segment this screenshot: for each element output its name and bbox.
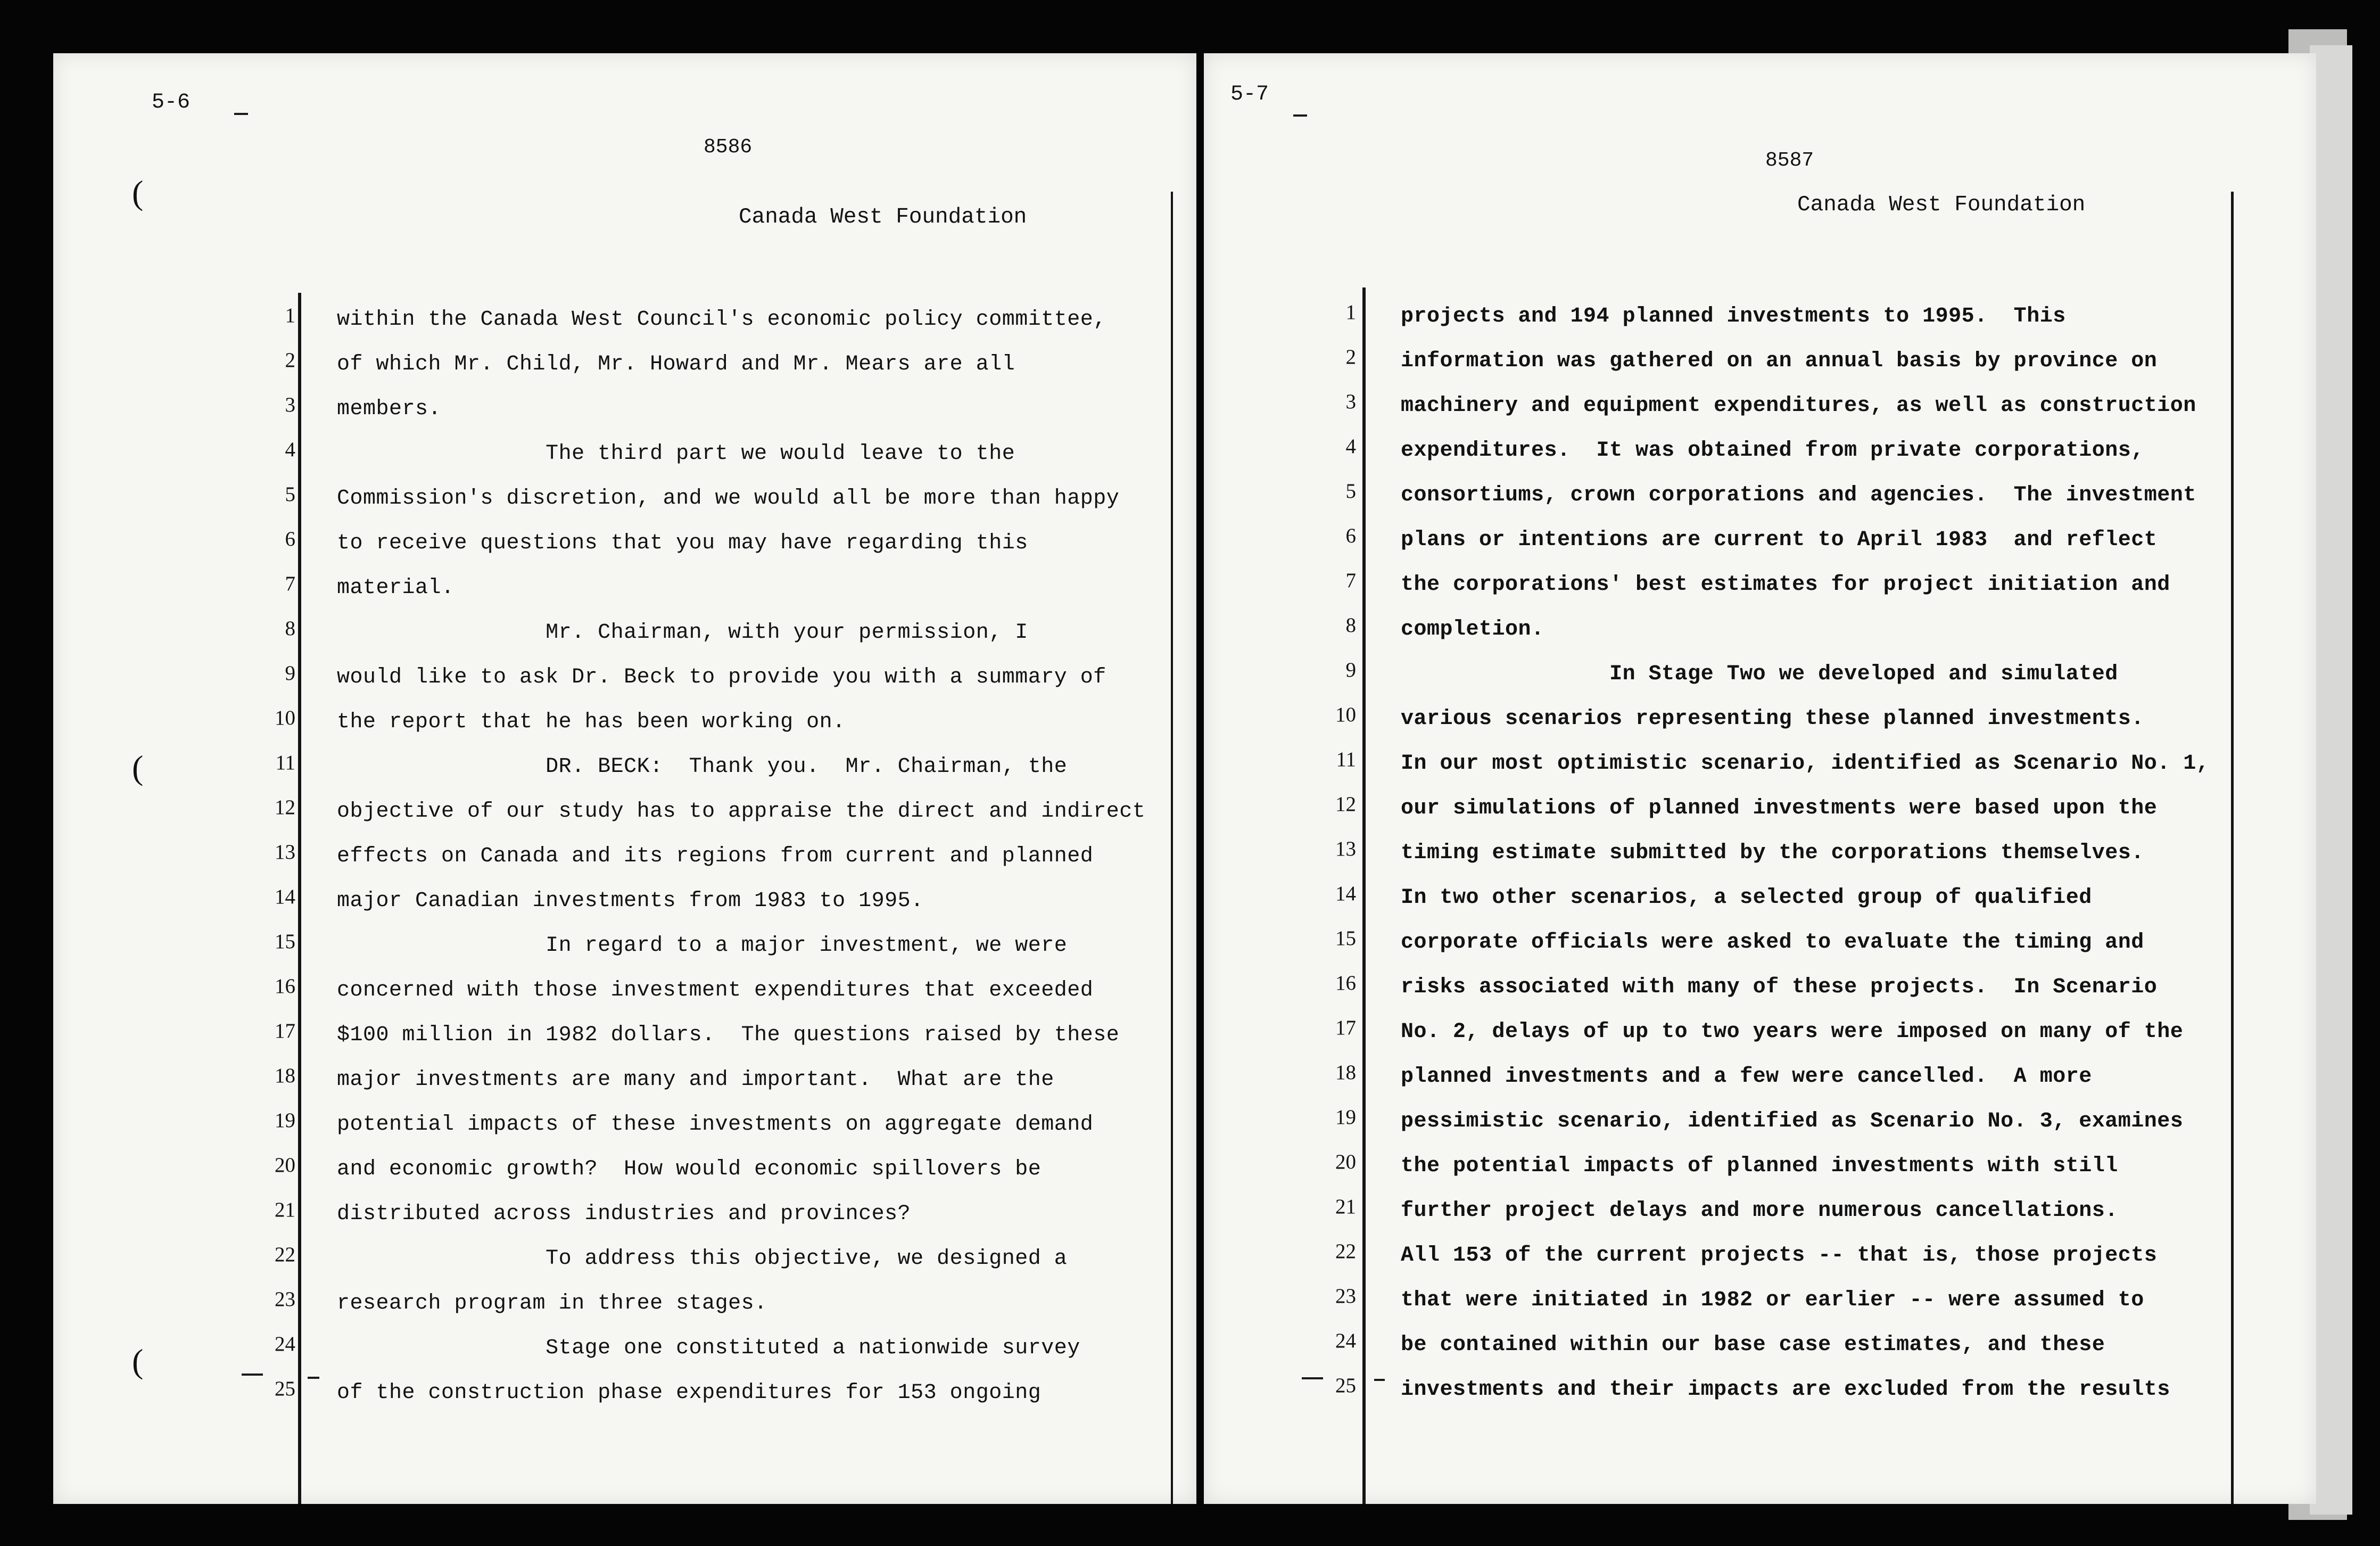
- transcript-line: In regard to a major investment, we were: [337, 934, 1068, 958]
- line-number: 3: [1345, 390, 1356, 413]
- transcript-line: pessimistic scenario, identified as Scenario No. 3, examines: [1401, 1109, 2184, 1133]
- transcript-line: major investments are many and important. What are the: [337, 1068, 1054, 1092]
- line-number: 18: [1335, 1061, 1356, 1084]
- transcript-line: To address this objective, we designed a: [337, 1247, 1068, 1271]
- transcript-line: In our most optimistic scenario, identified as Scenario No. 1,: [1401, 752, 2210, 776]
- line-number: 20: [1335, 1150, 1356, 1173]
- line-number: 20: [275, 1154, 295, 1177]
- line-number: 4: [285, 438, 295, 461]
- line-number: 9: [285, 662, 295, 685]
- transcript-line: to receive questions that you may have regarding this: [337, 531, 1028, 555]
- line-number: 21: [1335, 1195, 1356, 1218]
- line-number: 15: [1335, 927, 1356, 950]
- line-number: 19: [275, 1109, 295, 1132]
- transcript-line: risks associated with many of these projects. In Scenario: [1401, 975, 2158, 999]
- line-number: 22: [1335, 1240, 1356, 1263]
- line-number: 9: [1345, 659, 1356, 681]
- line-number: 2: [285, 349, 295, 372]
- line-number: 21: [275, 1198, 295, 1221]
- transcript-line: effects on Canada and its regions from current and planned: [337, 844, 1094, 868]
- transcript-line: projects and 194 planned investments to 1995. This: [1401, 305, 2066, 328]
- page-header: Canada West Foundation: [1797, 193, 2086, 217]
- line-number: 8: [1345, 614, 1356, 637]
- transcript-line: the corporations' best estimates for project initiation and: [1401, 573, 2170, 597]
- transcript-line: Commission's discretion, and we would all be more than happy: [337, 487, 1120, 511]
- transcript-line: No. 2, delays of up to two years were imposed on many of the: [1401, 1020, 2184, 1044]
- transcript-line: potential impacts of these investments on aggregate demand: [337, 1113, 1094, 1137]
- line-number: 14: [1335, 882, 1356, 905]
- transcript-line: various scenarios representing these planned investments.: [1401, 707, 2144, 731]
- transcript-line: The third part we would leave to the: [337, 442, 1015, 466]
- line-number: 1: [1345, 301, 1356, 324]
- line-number: 12: [275, 796, 295, 819]
- transcript-line: the potential impacts of planned investments with still: [1401, 1154, 2118, 1178]
- binding-mark: (: [132, 1342, 144, 1380]
- transcript-line: Stage one constituted a nationwide survey: [337, 1336, 1080, 1360]
- transcript-line: consortiums, crown corporations and agencies. The investment: [1401, 483, 2196, 507]
- page-number: 8586: [704, 136, 753, 159]
- page-code-dash: [234, 113, 248, 115]
- line-number: 25: [1335, 1374, 1356, 1397]
- line-number: 1: [285, 304, 295, 327]
- transcript-line: and economic growth? How would economic spillovers be: [337, 1157, 1042, 1181]
- line-number: 5: [1345, 480, 1356, 503]
- left-margin-rule: [298, 293, 301, 1504]
- line-number: 18: [275, 1064, 295, 1087]
- transcript-line: would like to ask Dr. Beck to provide you with a summary of: [337, 665, 1106, 689]
- line-number: 15: [275, 930, 295, 953]
- line-number: 11: [275, 751, 295, 774]
- line-number: 7: [1345, 569, 1356, 592]
- transcript-line: major Canadian investments from 1983 to 1995.: [337, 889, 924, 913]
- line-number: 16: [275, 975, 295, 998]
- transcript-line: the report that he has been working on.: [337, 710, 846, 734]
- line-number: 23: [275, 1288, 295, 1311]
- line-number: 3: [285, 393, 295, 416]
- transcript-line: investments and their impacts are excluded from the results: [1401, 1378, 2170, 1402]
- line-number: 6: [285, 528, 295, 550]
- transcript-line: corporate officials were asked to evaluate the timing and: [1401, 931, 2144, 955]
- transcript-line: information was gathered on an annual basis by province on: [1401, 349, 2158, 373]
- transcript-line: distributed across industries and provinces?: [337, 1202, 911, 1226]
- line-number: 10: [275, 706, 295, 729]
- left-page: [53, 53, 1196, 1504]
- line-number: 6: [1345, 524, 1356, 547]
- transcript-line: completion.: [1401, 618, 1544, 642]
- line-number: 19: [1335, 1106, 1356, 1129]
- page-header: Canada West Foundation: [739, 205, 1027, 229]
- line-25-marker: [308, 1377, 319, 1379]
- line-number: 12: [1335, 793, 1356, 816]
- line-number: 7: [285, 572, 295, 595]
- line-number: 17: [275, 1019, 295, 1042]
- transcript-line: plans or intentions are current to April 1983 and reflect: [1401, 528, 2158, 552]
- back-sheet: [2310, 45, 2352, 1515]
- page-number: 8587: [1765, 149, 1814, 172]
- line-number: 22: [275, 1243, 295, 1266]
- line-number: 17: [1335, 1016, 1356, 1039]
- right-page: [1204, 53, 2316, 1504]
- binding-mark: (: [132, 749, 144, 786]
- line-number: 23: [1335, 1285, 1356, 1307]
- transcript-line: Mr. Chairman, with your permission, I: [337, 621, 1028, 645]
- transcript-line: timing estimate submitted by the corporations themselves.: [1401, 841, 2144, 865]
- line-number: 13: [1335, 837, 1356, 860]
- transcript-line: planned investments and a few were cancelled. A more: [1401, 1065, 2092, 1089]
- transcript-line: DR. BECK: Thank you. Mr. Chairman, the: [337, 755, 1068, 779]
- page-code: 5-6: [152, 91, 191, 114]
- transcript-line: be contained within our base case estimates, and these: [1401, 1333, 2105, 1357]
- line-25-marker: [242, 1374, 263, 1376]
- right-margin-rule: [1171, 192, 1173, 1504]
- transcript-line: our simulations of planned investments were based upon the: [1401, 796, 2158, 820]
- binding-mark: (: [132, 174, 144, 211]
- line-number: 25: [275, 1377, 295, 1400]
- line-number: 2: [1345, 346, 1356, 368]
- line-number: 14: [275, 885, 295, 908]
- line-25-marker: [1374, 1379, 1385, 1381]
- transcript-line: objective of our study has to appraise the direct and indirect: [337, 800, 1146, 824]
- transcript-line: All 153 of the current projects -- that is, those projects: [1401, 1244, 2158, 1268]
- transcript-line: $100 million in 1982 dollars. The questions raised by these: [337, 1023, 1120, 1047]
- line-number: 24: [1335, 1329, 1356, 1352]
- line-number: 13: [275, 841, 295, 864]
- page-code: 5-7: [1230, 83, 1269, 106]
- line-number: 24: [275, 1333, 295, 1355]
- line-25-marker: [1302, 1377, 1323, 1379]
- line-number: 8: [285, 617, 295, 640]
- transcript-line: In Stage Two we developed and simulated: [1401, 662, 2118, 686]
- line-number: 10: [1335, 703, 1356, 726]
- transcript-line: that were initiated in 1982 or earlier -- were assumed to: [1401, 1288, 2144, 1312]
- transcript-line: within the Canada West Council's economic policy committee,: [337, 308, 1106, 332]
- transcript-line: of which Mr. Child, Mr. Howard and Mr. Mears are all: [337, 352, 1015, 376]
- transcript-line: research program in three stages.: [337, 1292, 767, 1315]
- transcript-line: members.: [337, 397, 442, 421]
- page-code-dash: [1293, 114, 1307, 117]
- transcript-line: In two other scenarios, a selected group of qualified: [1401, 886, 2092, 910]
- transcript-line: of the construction phase expenditures for 153 ongoing: [337, 1381, 1042, 1405]
- transcript-line: further project delays and more numerous cancellations.: [1401, 1199, 2118, 1223]
- transcript-line: machinery and equipment expenditures, as well as construction: [1401, 394, 2196, 418]
- transcript-line: expenditures. It was obtained from private corporations,: [1401, 439, 2144, 463]
- line-number: 16: [1335, 972, 1356, 994]
- line-number: 5: [285, 483, 295, 506]
- left-margin-rule: [1362, 287, 1366, 1504]
- line-number: 4: [1345, 435, 1356, 458]
- line-number: 11: [1336, 748, 1356, 771]
- right-margin-rule: [2231, 192, 2234, 1504]
- transcript-line: concerned with those investment expenditures that exceeded: [337, 978, 1094, 1002]
- transcript-line: material.: [337, 576, 454, 600]
